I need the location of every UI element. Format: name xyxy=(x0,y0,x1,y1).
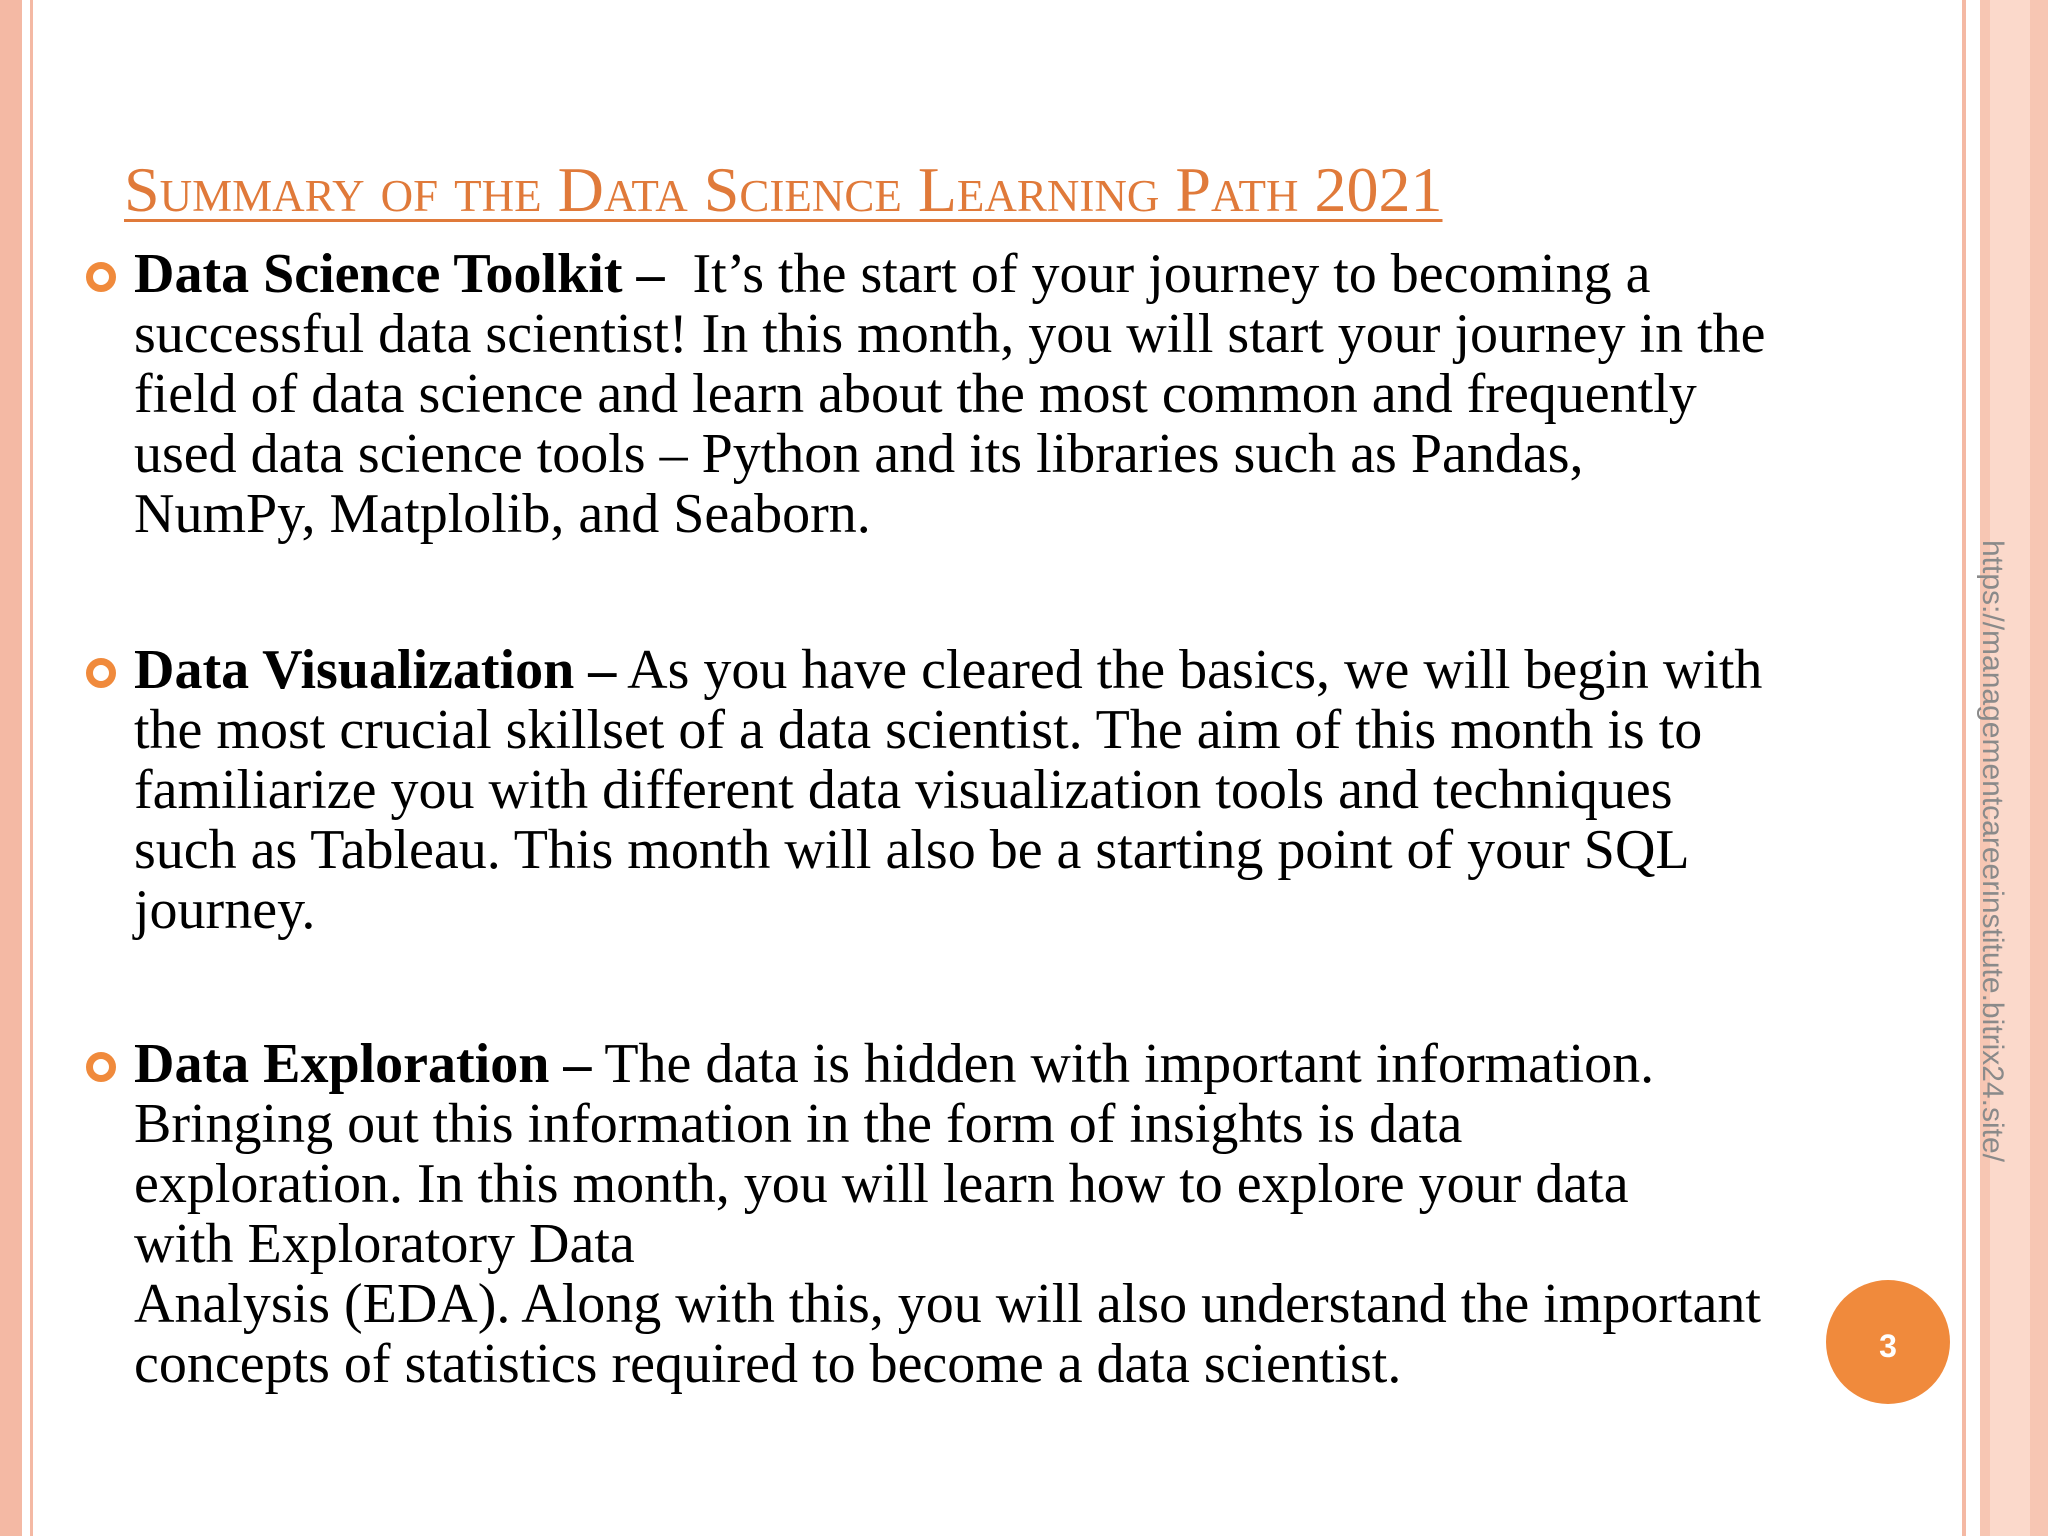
bullet-heading: Data Exploration – xyxy=(134,1033,592,1095)
bullet-line xyxy=(134,1034,2034,1094)
bullet-line: with Exploratory Data xyxy=(134,1213,635,1275)
bullet-text xyxy=(134,1034,2034,1394)
bullet-line: such as Tableau. This month will also be a starting point of your SQL xyxy=(134,819,1690,881)
bullet-line: field of data science and learn about the most common and frequently xyxy=(134,363,1697,425)
bullet-line: used data science tools – Python and its libraries such as Pandas, xyxy=(134,423,1584,485)
ring-bullet-icon xyxy=(86,262,116,292)
ring-bullet-icon xyxy=(86,1052,116,1082)
bullet-line xyxy=(134,244,2034,304)
bullet-heading: Data Science Toolkit – xyxy=(134,243,665,305)
bullet-line: Bringing out this information in the form of insights is data xyxy=(134,1093,1463,1155)
bullet-text xyxy=(134,244,2034,544)
bullet-heading: Data Visualization – xyxy=(134,639,617,701)
bullet-text xyxy=(134,640,2034,940)
slide-title: Summary of the Data Science Learning Path 2021 xyxy=(124,154,1443,225)
bullet-line: the most crucial skillset of a data scientist. The aim of this month is to xyxy=(134,699,1703,761)
bullet-line: Analysis (EDA). Along with this, you will also understand the important xyxy=(134,1273,1761,1335)
bullet-line: familiarize you with different data visualization tools and techniques xyxy=(134,759,1673,821)
page-number-badge: 3 xyxy=(1826,1280,1950,1404)
bullet-line: successful data scientist! In this month, you will start your journey in the xyxy=(134,303,1766,365)
bullet-body: As you have cleared the basics, we will begin with xyxy=(616,639,1763,701)
side-url-text: https://managementcareerinstitute.bitrix24.site/ xyxy=(1976,540,2009,1162)
bullet-line xyxy=(134,640,2034,700)
bullet-body: It’s the start of your journey to becoming a xyxy=(664,243,1651,305)
bullet-body: The data is hidden with important information. xyxy=(591,1033,1655,1095)
bullet-line: exploration. In this month, you will learn how to explore your data xyxy=(134,1153,1629,1215)
bullet-line: concepts of statistics required to become a data scientist. xyxy=(134,1333,1402,1395)
bullet-line: journey. xyxy=(134,879,316,941)
ring-bullet-icon xyxy=(86,658,116,688)
bullet-line: NumPy, Matplolib, and Seaborn. xyxy=(134,483,871,545)
